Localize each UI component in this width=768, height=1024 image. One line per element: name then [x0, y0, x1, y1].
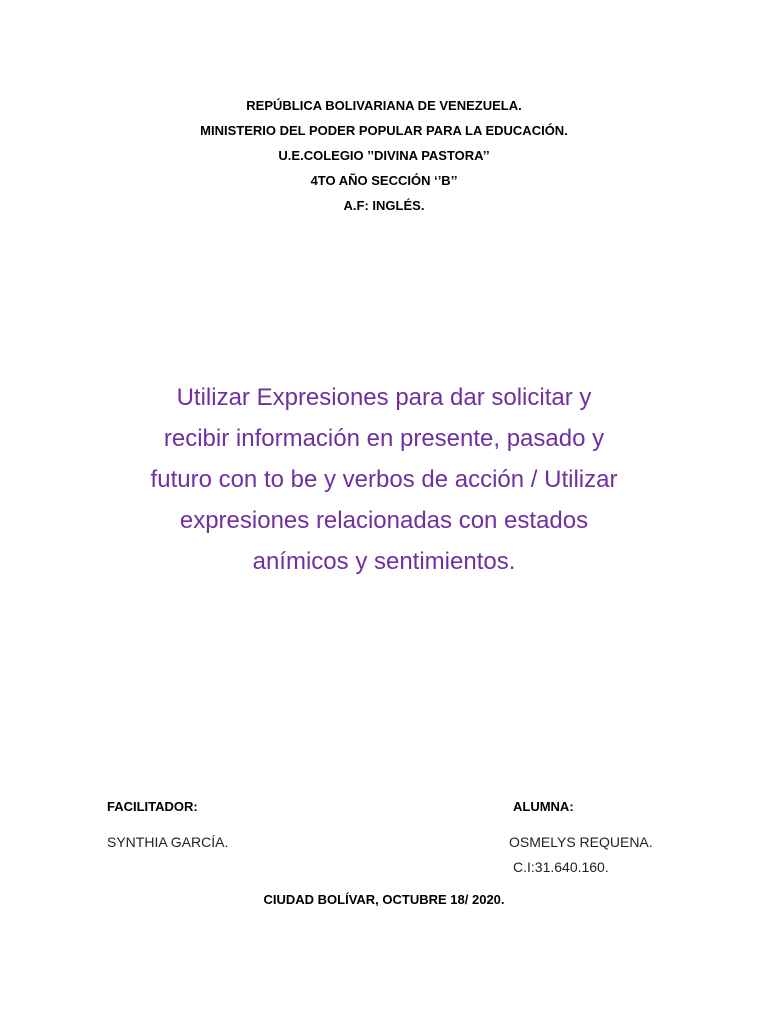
student-name: OSMELYS REQUENA.: [509, 834, 653, 850]
place-date: CIUDAD BOLÍVAR, OCTUBRE 18/ 2020.: [263, 892, 505, 907]
header-line-grade-section: 4TO AÑO SECCIÓN ‘’B’’: [310, 173, 458, 188]
document-title: [100, 377, 668, 582]
header-line-ministry: MINISTERIO DEL PODER POPULAR PARA LA EDUCACIÓN.: [200, 123, 568, 138]
header-line-school: U.E.COLEGIO ’’DIVINA PASTORA’’: [278, 148, 490, 163]
facilitator-name: SYNTHIA GARCÍA.: [107, 834, 229, 850]
header-line-republic: REPÚBLICA BOLIVARIANA DE VENEZUELA.: [246, 98, 522, 113]
student-label: ALUMNA:: [513, 799, 574, 814]
title-line: futuro con to be y verbos de acción / Utilizar: [150, 466, 618, 493]
title-line: anímicos y sentimientos.: [252, 548, 516, 575]
header-line-subject: A.F: INGLÉS.: [343, 198, 425, 213]
facilitator-label: FACILITADOR:: [107, 799, 198, 814]
title-line: Utilizar Expresiones para dar solicitar y: [176, 384, 592, 411]
institution-header: [0, 93, 768, 218]
title-line: recibir información en presente, pasado y: [163, 425, 605, 452]
student-id: C.I:31.640.160.: [513, 859, 609, 875]
title-line: expresiones relacionadas con estados: [179, 507, 589, 534]
